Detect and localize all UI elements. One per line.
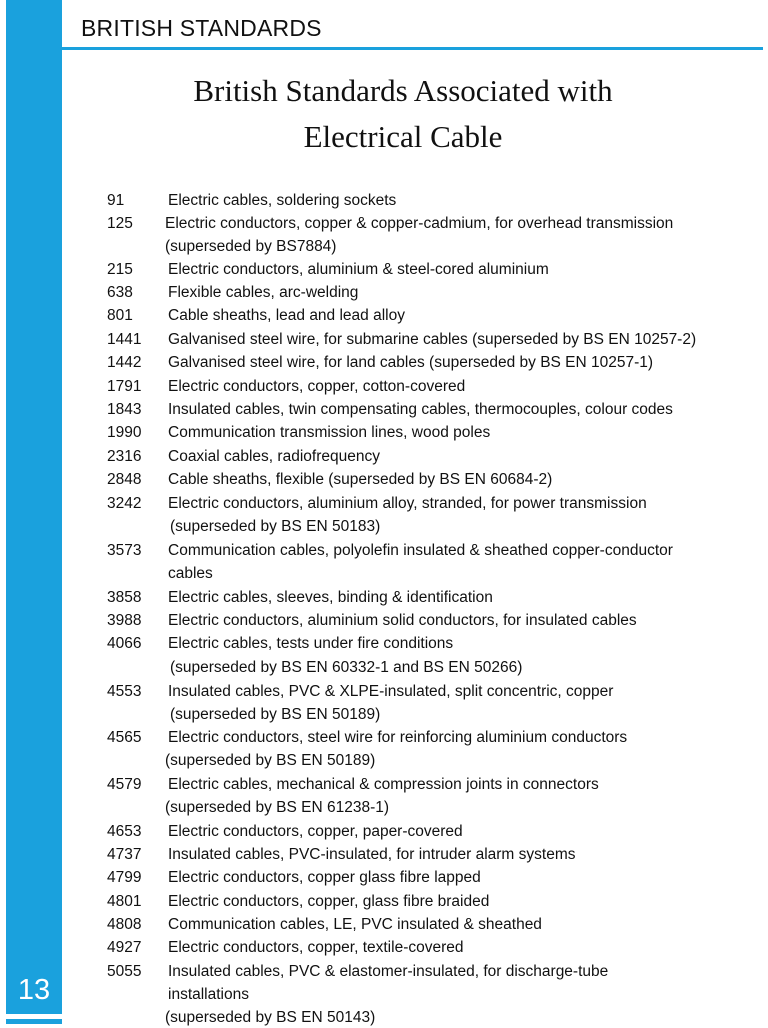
standard-code: 1441 (107, 331, 142, 348)
standard-code: 4553 (107, 683, 142, 700)
header-title: BRITISH STANDARDS (81, 15, 322, 41)
standard-code: 2848 (107, 471, 142, 488)
standard-code: 215 (107, 261, 133, 278)
standard-description: Electric conductors, aluminium & steel-cored aluminium (168, 261, 549, 278)
page-number: 13 (17, 974, 51, 1006)
standard-description-continued: (superseded by BS7884) (165, 238, 337, 255)
standard-code: 4066 (107, 635, 142, 652)
standard-description: Electric conductors, copper glass fibre lapped (168, 869, 481, 886)
standard-code: 5055 (107, 963, 142, 980)
standard-description: Electric conductors, aluminium solid conductors, for insulated cables (168, 612, 637, 629)
standard-code: 4579 (107, 776, 142, 793)
standard-code: 638 (107, 284, 133, 301)
standard-description-continued: (superseded by BS EN 50189) (170, 706, 381, 723)
standard-description: Insulated cables, PVC-insulated, for intruder alarm systems (168, 846, 576, 863)
standard-code: 3988 (107, 612, 142, 629)
standard-code: 4799 (107, 869, 142, 886)
standard-code: 125 (107, 215, 133, 232)
standard-code: 1843 (107, 401, 142, 418)
standard-description: Electric cables, soldering sockets (168, 192, 397, 209)
standard-description-continued: (superseded by BS EN 61238-1) (165, 799, 390, 816)
standard-code: 4565 (107, 729, 142, 746)
standard-description-continued: (superseded by BS EN 60332-1 and BS EN 50266) (170, 659, 523, 676)
standard-code: 801 (107, 307, 133, 324)
standard-description-continued: (superseded by BS EN 50143) (165, 1009, 376, 1026)
standard-description: Communication transmission lines, wood poles (168, 424, 491, 441)
standard-description: Electric conductors, copper, glass fibre braided (168, 893, 490, 910)
standard-description: Cable sheaths, flexible (superseded by BS EN 60684-2) (168, 471, 553, 488)
standard-code: 1791 (107, 378, 142, 395)
standard-description: Communication cables, polyolefin insulated & sheathed copper-conductor (168, 542, 673, 559)
standard-description: Electric cables, tests under fire conditions (168, 635, 454, 652)
standard-code: 1990 (107, 424, 142, 441)
standard-code: 2316 (107, 448, 142, 465)
standard-description: Insulated cables, PVC & XLPE-insulated, split concentric, copper (168, 683, 614, 700)
standard-description: Communication cables, LE, PVC insulated & sheathed (168, 916, 542, 933)
standard-code: 4808 (107, 916, 142, 933)
standard-description: Insulated cables, PVC & elastomer-insulated, for discharge-tube (168, 963, 609, 980)
standard-description: Electric conductors, aluminium alloy, stranded, for power transmission (168, 495, 647, 512)
document-title-line-1: British Standards Associated with (193, 73, 613, 108)
standard-code: 91 (107, 192, 125, 209)
standard-description-continued: cables (168, 565, 213, 582)
standard-code: 4801 (107, 893, 142, 910)
document-title-line-2: Electrical Cable (303, 119, 503, 154)
standard-description: Electric conductors, copper, cotton-covered (168, 378, 466, 395)
standard-description: Coaxial cables, radiofrequency (168, 448, 380, 465)
standard-code: 3858 (107, 589, 142, 606)
standard-description: Galvanised steel wire, for submarine cables (superseded by BS EN 10257-2) (168, 331, 697, 348)
standard-code: 4927 (107, 939, 142, 956)
standard-description-continued: (superseded by BS EN 50183) (170, 518, 381, 535)
standard-description: Electric conductors, copper, paper-covered (168, 823, 463, 840)
standard-code: 4737 (107, 846, 142, 863)
standard-description: Electric conductors, copper, textile-covered (168, 939, 464, 956)
standard-description: Electric conductors, steel wire for reinforcing aluminium conductors (168, 729, 628, 746)
standard-description: Insulated cables, twin compensating cables, thermocouples, colour codes (168, 401, 673, 418)
standard-description: Galvanised steel wire, for land cables (superseded by BS EN 10257-1) (168, 354, 654, 371)
standard-description-continued: (superseded by BS EN 50189) (165, 752, 376, 769)
standard-code: 3242 (107, 495, 142, 512)
standard-description: Electric cables, mechanical & compression joints in connectors (168, 776, 599, 793)
standard-code: 1442 (107, 354, 142, 371)
standard-description: Electric conductors, copper & copper-cadmium, for overhead transmission (165, 215, 674, 232)
standard-description: Electric cables, sleeves, binding & identification (168, 589, 493, 606)
standard-description-continued: installations (168, 986, 249, 1003)
standard-description: Flexible cables, arc-welding (168, 284, 359, 301)
standard-description: Cable sheaths, lead and lead alloy (168, 307, 405, 324)
standard-code: 3573 (107, 542, 142, 559)
standard-code: 4653 (107, 823, 142, 840)
